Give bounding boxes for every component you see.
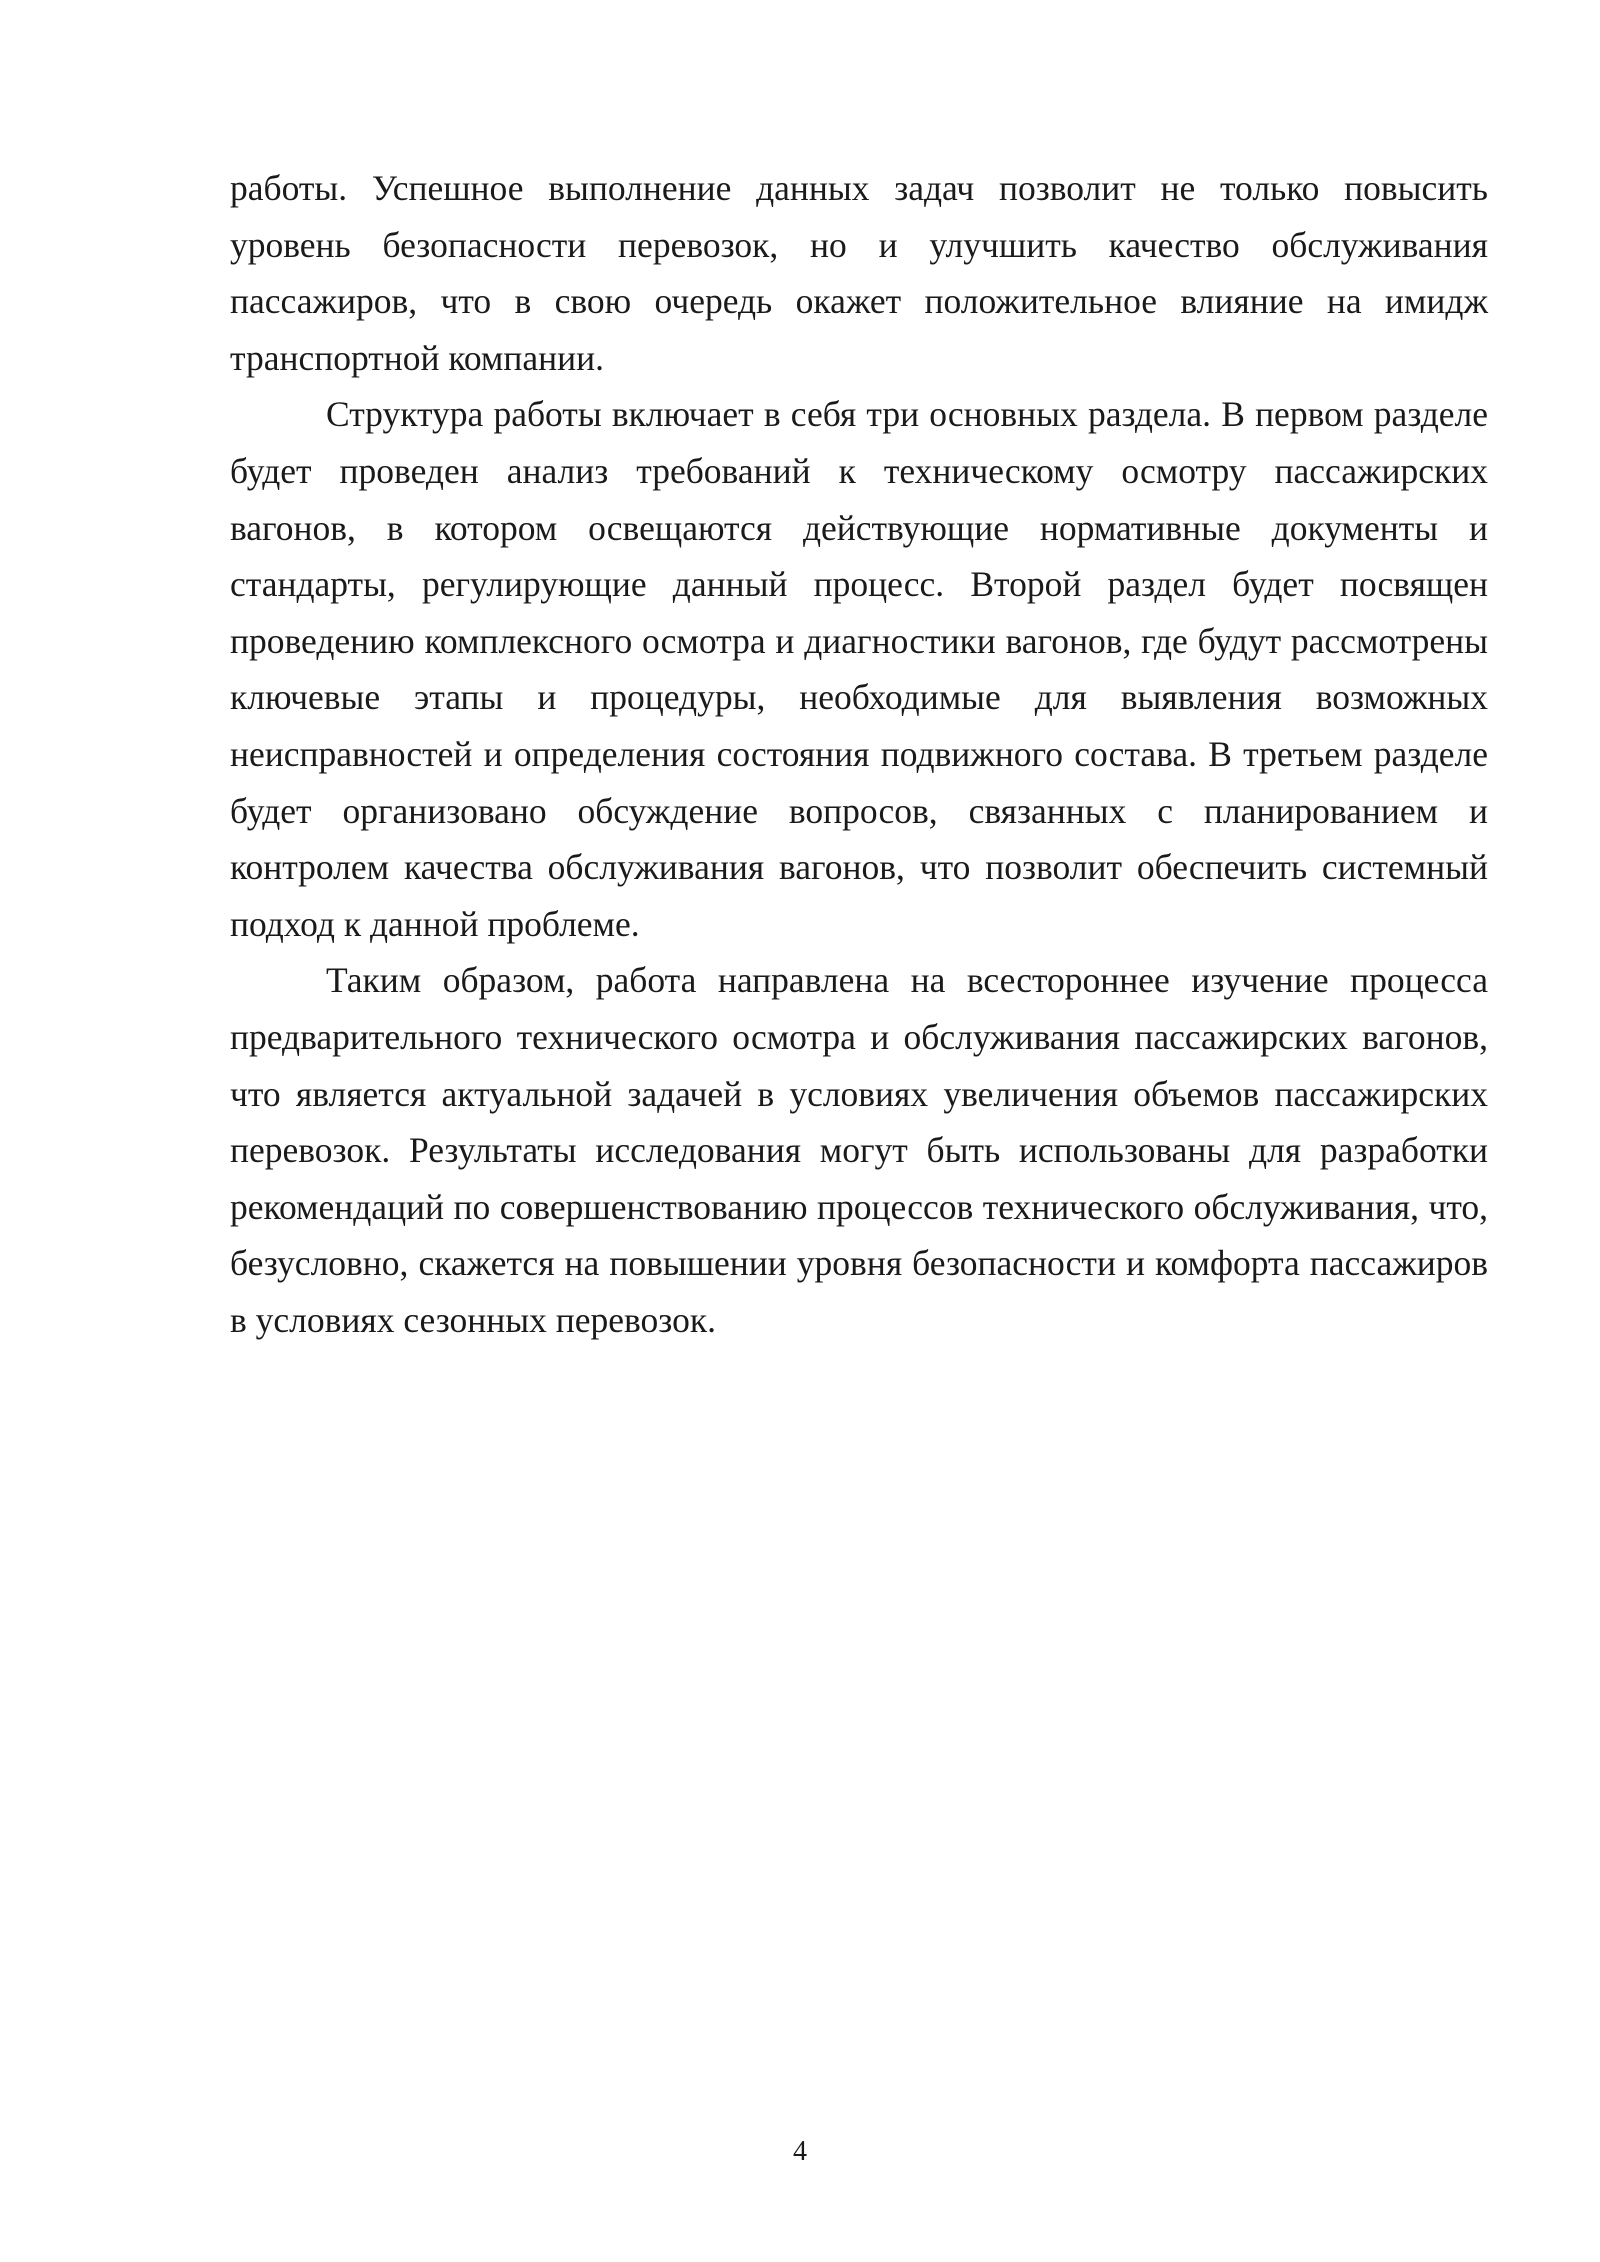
paragraph-conclusion: Таким образом, работа направлена на всестороннее изучение процесса предварительного технического осмотра и обслуживания пассажирских вагонов, что является актуальной задачей в условиях увеличения объемов пассажирских перевозок. Результаты исследования могут быть использованы для разработки рекомендаций по совершенствованию процессов технического обслуживания, что, безусловно, скажется на повышении уровня безопасности и комфорта пассажиров в условиях сезонных перевозок. (230, 960, 1488, 1340)
paragraph-continuation: работы. Успешное выполнение данных задач позволит не только повысить уровень безопасности перевозок, но и улучшить качество обслуживания пассажиров, что в свою очередь окажет положительное влияние на имидж транспортной компании. (230, 168, 1488, 378)
paragraph-structure: Структура работы включает в себя три основных раздела. В первом разделе будет проведен анализ требований к техническому осмотру пассажирских вагонов, в котором освещаются действующие нормативные документы и стандарты, регулирующие данный процесс. Второй раздел будет посвящен проведению комплексного осмотра и диагностики вагонов, где будут рассмотрены ключевые этапы и процедуры, необходимые для выявления возможных неисправностей и определения состояния подвижного состава. В третьем разделе будет организовано обсуждение вопросов, связанных с планированием и контролем качества обслуживания вагонов, что позволит обеспечить системный подход к данной проблеме. (230, 394, 1488, 944)
page-number: 4 (793, 2136, 807, 2167)
body-text (230, 160, 1488, 1348)
